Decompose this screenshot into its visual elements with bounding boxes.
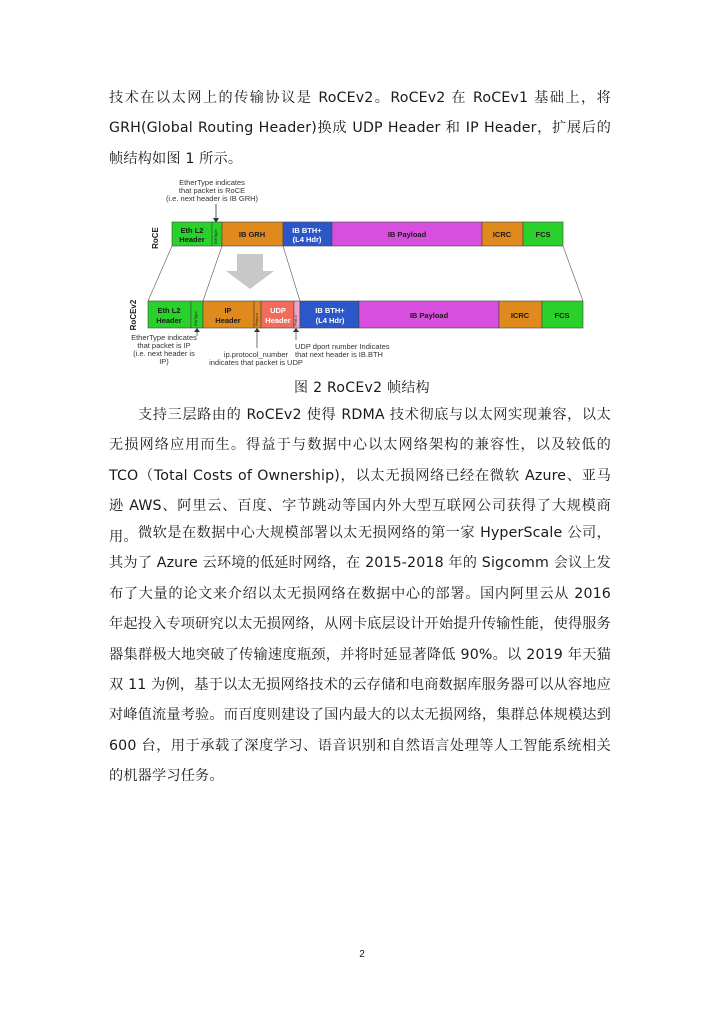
expand-arrow-icon — [226, 254, 274, 289]
annot-line: (i.e. next header is IB GRH) — [165, 194, 259, 203]
intro-paragraph: 技术在以太网上的传输协议是 RoCEv2。RoCEv2 在 RoCEv1 基础上，将 GRH(Global Routing Header)换成 UDP Header 和 IP Header，扩展后的帧结构如图 1 所示。 — [109, 90, 611, 167]
rocev2-fcs-label: FCS — [554, 311, 570, 320]
annot-line: that next header is IB.BTH — [295, 350, 383, 359]
roce-icrc-label: ICRC — [492, 230, 512, 239]
rocev2-eth-l2-label: Header — [156, 316, 182, 325]
rocev2-port-label: Port # — [293, 315, 298, 326]
rocev2-ethertype-label: EthType — [193, 311, 198, 326]
roce-eth-l2-label: Header — [179, 235, 205, 244]
rocev2-icrc-label: ICRC — [510, 311, 530, 320]
page-number: 2 — [359, 949, 365, 960]
roce-ib-bth-label: IB BTH+ — [292, 226, 322, 235]
rocev2-row-label: RoCEv2 — [129, 299, 138, 331]
rocev2-frame-figure — [120, 174, 590, 374]
annot-line: (i.e. next header is — [133, 349, 195, 358]
rocev2-udp-label: UDP — [270, 306, 286, 315]
rocev2-ib-bth-label: (L4 Hdr) — [315, 316, 345, 325]
annot-line: that packet is IP — [137, 341, 191, 350]
roce-ib-bth-label: (L4 Hdr) — [292, 235, 322, 244]
rocev2-udp-label: Header — [265, 316, 291, 325]
annot-line: UDP dport number Indicates — [295, 342, 390, 351]
bottom-pointers — [197, 328, 296, 348]
annot-line: indicates that packet is UDP — [209, 358, 303, 367]
rocev2-ip-label: Header — [215, 316, 241, 325]
roce-ib-grh-label: IB GRH — [238, 230, 266, 239]
body-paragraph: 微软是在数据中心大规模部署以太无损网络的第一家 HyperScale 公司，其为了 Azure 云环境的低延时网络，在 2015-2018 年的 Sigcomm 会议上发布了大量的论文来介绍以太无损网络在数据中心的部署。国内阿里云从 2016 年起投入专项研究以太无损网络，从网卡底层设计开始提升传输性能，使得服务器集群极大地突破了传输速度瓶颈，并将时延显著降低 90%。以 2019 年天猫双 11 为例，基于以太无损网络技术的云存储和电商数据库服务器可以从容地应对峰值流量考验。而百度则建设了国内最大的以太无损网络，集群总体规模达到 600 台，用于承载了深度学习、语音识别和自然语言处理等人工智能系统相关的机器学习任务。 — [109, 525, 611, 785]
roce-ethertype-label: EthType — [213, 229, 218, 244]
expansion-lines — [148, 246, 583, 301]
ethertype-roce-annotation — [166, 178, 259, 203]
rocev2-proto-label: Proto # — [254, 313, 259, 326]
figure-caption: 图 2 RoCEv2 帧结构 — [294, 380, 430, 396]
rocev2-ip-label: IP — [224, 306, 232, 315]
annot-line: EtherType indicates — [131, 333, 197, 342]
body-paragraph: 支持三层路由的 RoCEv2 使得 RDMA 技术彻底与以太网实现兼容，以太无损网络应用而生。得益于与数据中心以太网络架构的兼容性，以及较低的 TCO（Total Costs of Ownership)，以太无损网络已经在微软 Azure、亚马逊 AWS、阿里云、百度、字节跳动等国内外大型互联网公司获得了大规模商用。 — [109, 407, 611, 545]
rocev2-eth-l2-label: Eth L2 — [157, 306, 181, 315]
ethertype-ip-annotation — [131, 333, 197, 366]
roce-ib-payload-label: IB Payload — [387, 230, 427, 239]
roce-row-label: RoCE — [151, 227, 160, 249]
rocev2-ib-bth-label: IB BTH+ — [315, 306, 345, 315]
udp-dport-annotation — [295, 342, 390, 359]
annot-line: IP) — [159, 357, 169, 366]
annot-line: ip.protocol_number — [223, 350, 289, 359]
roce-eth-l2-label: Eth L2 — [180, 226, 204, 235]
annot-line: EtherType indicates — [179, 178, 245, 187]
annot-line: that packet is RoCE — [178, 186, 246, 195]
roce-fcs-label: FCS — [535, 230, 551, 239]
rocev2-ib-payload-label: IB Payload — [409, 311, 449, 320]
ip-protocol-annotation — [209, 350, 303, 367]
